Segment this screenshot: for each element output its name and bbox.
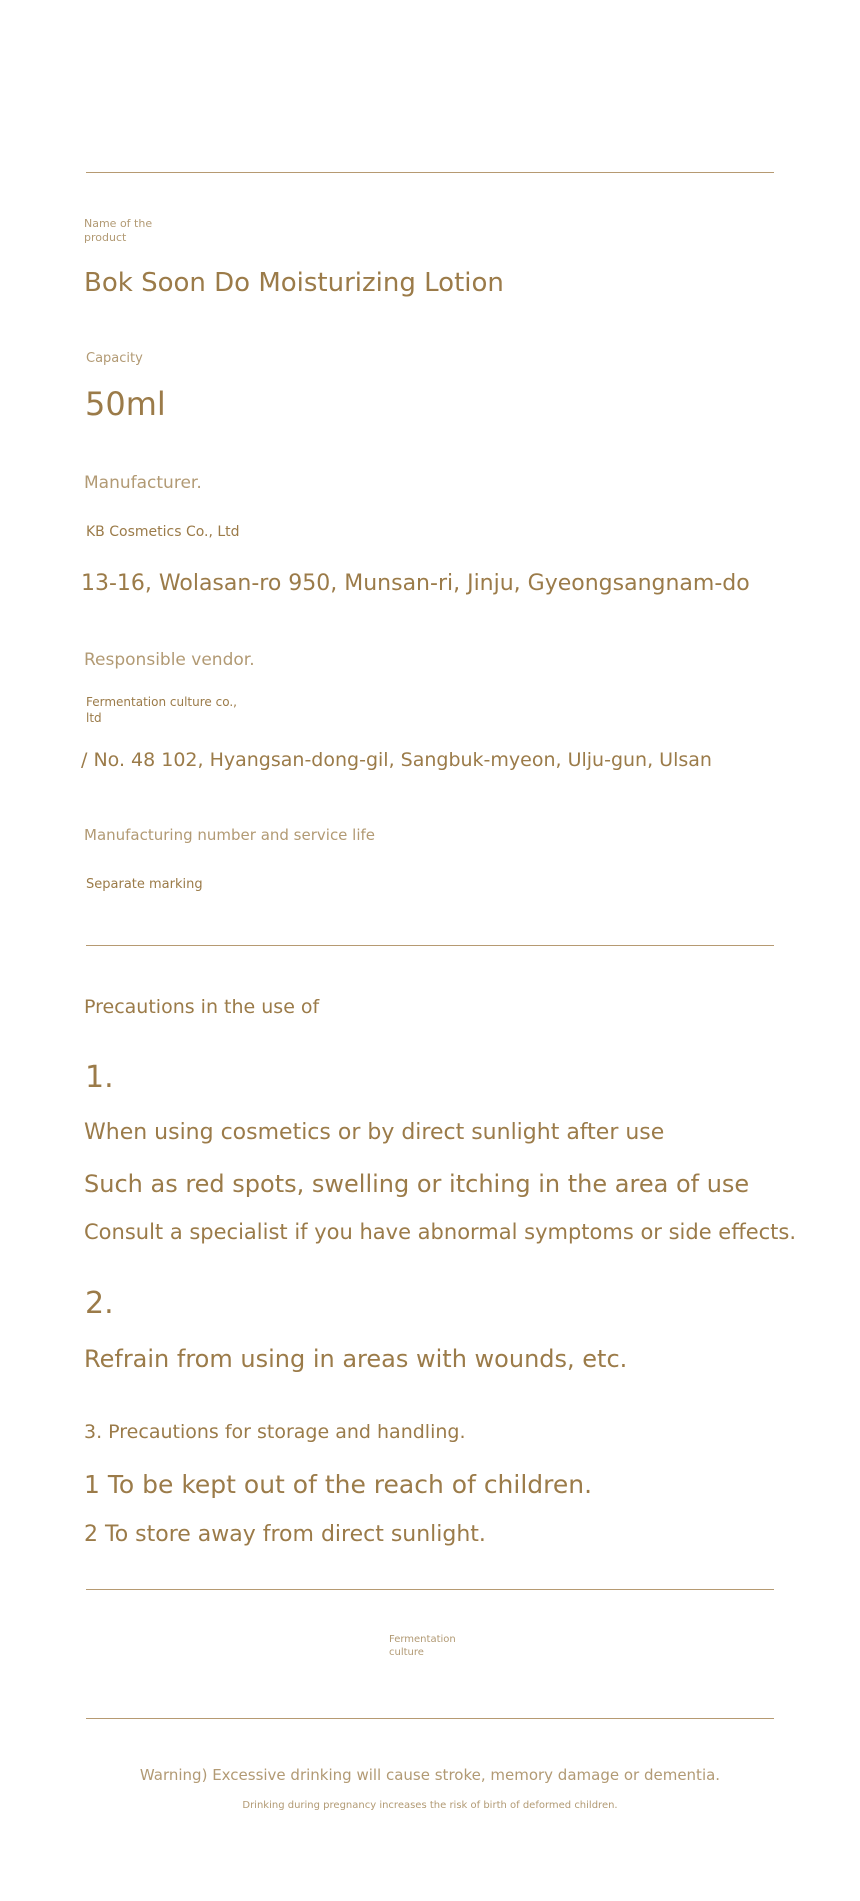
precautions-heading: Precautions in the use of: [84, 996, 320, 1018]
item3-heading: 3. Precautions for storage and handling.: [84, 1421, 466, 1443]
vendor-address: / No. 48 102, Hyangsan-dong-gil, Sangbuk-myeon, Ulju-gun, Ulsan: [81, 749, 712, 771]
item2-line1: Refrain from using in areas with wounds, etc.: [84, 1345, 628, 1373]
lower-divider: [86, 1589, 774, 1590]
warning-text: Warning) Excessive drinking will cause stroke, memory damage or dementia.: [139, 1766, 721, 1784]
manufacturer-name: KB Cosmetics Co., Ltd: [86, 524, 240, 540]
footer-brand: Fermentation culture: [389, 1634, 456, 1658]
item1-line1: When using cosmetics or by direct sunlight after use: [84, 1120, 665, 1145]
item2-number: 2.: [85, 1286, 114, 1321]
item1-number: 1.: [85, 1060, 114, 1095]
bottom-divider: [86, 1718, 774, 1719]
mfg-number-label: Manufacturing number and service life: [84, 826, 376, 844]
mfg-number-value: Separate marking: [86, 877, 203, 892]
manufacturer-address: 13-16, Wolasan-ro 950, Munsan-ri, Jinju, Gyeongsangnam-do: [81, 571, 750, 596]
product-name-label: Name of the product: [84, 217, 153, 244]
item1-line3: Consult a specialist if you have abnormal symptoms or side effects.: [84, 1220, 797, 1244]
product-name-value: Bok Soon Do Moisturizing Lotion: [84, 268, 504, 298]
item1-line2: Such as red spots, swelling or itching in the area of use: [84, 1170, 750, 1198]
pregnancy-note: Drinking during pregnancy increases the risk of birth of deformed children.: [242, 1800, 618, 1811]
capacity-label: Capacity: [86, 351, 143, 366]
vendor-label: Responsible vendor.: [84, 650, 255, 670]
item3-line1: 1 To be kept out of the reach of children.: [84, 1470, 593, 1499]
vendor-name: Fermentation culture co., ltd: [86, 695, 237, 725]
top-divider: [86, 172, 774, 173]
capacity-value: 50ml: [85, 385, 166, 423]
manufacturer-label: Manufacturer.: [84, 473, 202, 493]
middle-divider: [86, 945, 774, 946]
item3-line2: 2 To store away from direct sunlight.: [84, 1522, 486, 1547]
